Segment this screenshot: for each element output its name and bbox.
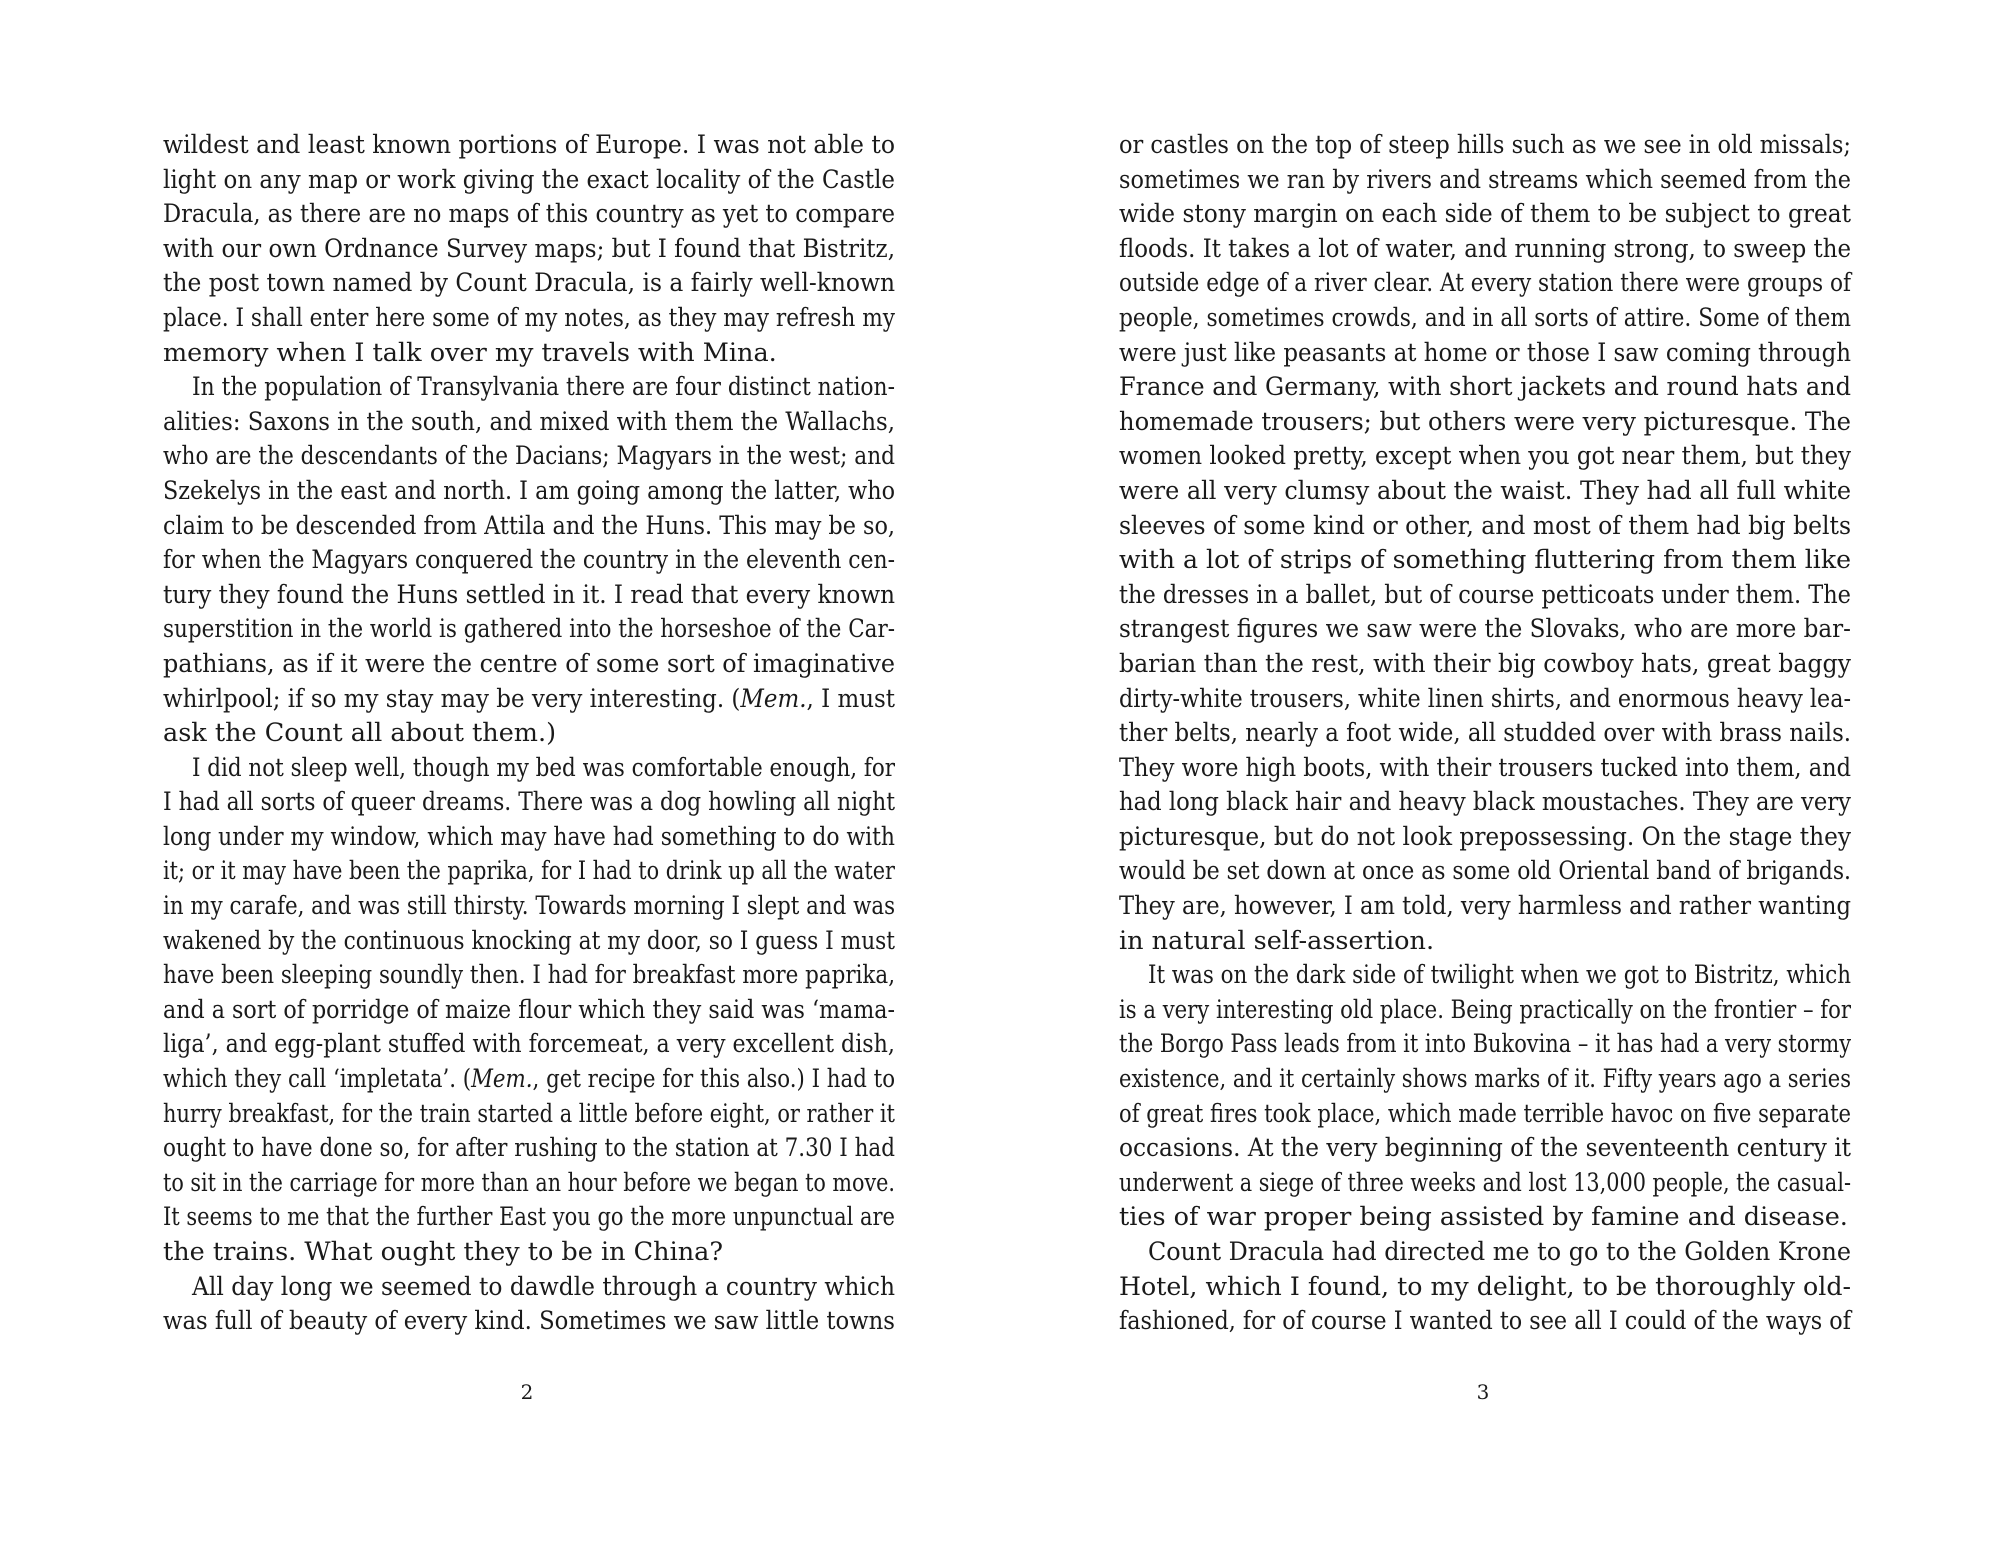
text-line-content: floods. It takes a lot of water, and running strong, to sweep the <box>1119 233 1852 264</box>
text-line <box>1119 993 1851 1028</box>
text-line <box>163 301 895 336</box>
text-line <box>1119 612 1851 647</box>
text-line-content: pathians, as if it were the centre of some sort of imaginative <box>163 648 895 679</box>
text-line-content: It was on the dark side of twilight when we got to Bistritz, which <box>1148 960 1851 991</box>
text-line-content: place. I shall enter here some of my notes, as they may refresh my <box>163 302 896 333</box>
text-line-content: Szekelys in the east and north. I am going among the latter, who <box>163 475 896 506</box>
text-line <box>1119 1097 1851 1132</box>
text-line <box>1119 924 1851 959</box>
text-line-content: All day long we seemed to dawdle through a country which <box>192 1271 895 1302</box>
text-line-content: long under my window, which may have had something to do with <box>163 821 895 852</box>
text-line-content: ties of war proper being assisted by famine and disease. <box>1119 1202 1848 1233</box>
text-line-content: sometimes we ran by rivers and streams which seemed from the <box>1119 164 1851 195</box>
text-line <box>163 993 895 1028</box>
text-line-content: ask the Count all about them.) <box>163 718 557 749</box>
text-line-content: the Borgo Pass leads from it into Bukovina – it has had a very stormy <box>1119 1029 1852 1060</box>
text-line <box>1119 1166 1851 1201</box>
text-line <box>163 543 895 578</box>
text-line <box>1119 439 1851 474</box>
text-line-content: who are the descendants of the Dacians; Magyars in the west; and <box>163 441 895 472</box>
text-line <box>1119 301 1851 336</box>
text-line-content: whirlpool; if so my stay may be very interesting. (Mem., I must <box>163 683 895 714</box>
text-line-content: I had all sorts of queer dreams. There was a dog howling all night <box>163 787 895 818</box>
text-line-content: strangest figures we saw were the Slovaks, who are more bar- <box>1119 614 1851 645</box>
right-page <box>1119 128 1851 1339</box>
text-line-content: outside edge of a river clear. At every station there were groups of <box>1119 268 1851 299</box>
text-line <box>163 1062 895 1097</box>
text-line <box>163 336 895 371</box>
text-line <box>163 197 895 232</box>
text-line <box>163 163 895 198</box>
text-line <box>163 474 895 509</box>
text-line <box>1119 163 1851 198</box>
text-line-content: wakened by the continuous knocking at my door, so I guess I must <box>163 925 896 956</box>
text-line <box>163 232 895 267</box>
text-line-content: In the population of Transylvania there are four distinct nation- <box>192 372 895 403</box>
text-line <box>163 1097 895 1132</box>
text-line-content: tury they found the Huns settled in it. I read that every known <box>163 579 896 610</box>
text-line <box>1119 751 1851 786</box>
text-line-content: France and Germany, with short jackets and round hats and <box>1119 372 1852 403</box>
text-line <box>163 509 895 544</box>
text-line-content: the trains. What ought they to be in China? <box>163 1237 724 1267</box>
text-line-content: homemade trousers; but others were very picturesque. The <box>1119 406 1852 437</box>
text-line <box>1119 682 1851 717</box>
text-line <box>1119 889 1851 924</box>
text-line-content: and a sort of porridge of maize flour which they said was ‘mama- <box>163 994 896 1025</box>
text-line-content: in natural self-assertion. <box>1119 925 1435 956</box>
text-line-content: were all very clumsy about the waist. They had all full white <box>1119 475 1852 506</box>
text-line <box>163 924 895 959</box>
text-line <box>163 820 895 855</box>
text-line-content: is a very interesting old place. Being practically on the frontier – for <box>1119 994 1851 1025</box>
text-line <box>163 958 895 993</box>
text-line <box>1119 128 1851 163</box>
text-line-content: women looked pretty, except when you got near them, but they <box>1119 441 1852 472</box>
text-line <box>163 370 895 405</box>
text-line-content: existence, and it certainly shows marks of it. Fifty years ago a series <box>1119 1064 1852 1095</box>
text-line-content: to sit in the carriage for more than an hour before we began to move. <box>163 1167 896 1198</box>
text-line-content: with a lot of strips of something fluttering from them like <box>1119 545 1852 576</box>
text-line-content: sleeves of some kind or other, and most of them had big belts <box>1119 510 1852 541</box>
text-line-content: which they call ‘impletata’. (Mem., get recipe for this also.) I had to <box>163 1064 896 1095</box>
left-page-number: 2 <box>520 1380 534 1404</box>
text-line <box>163 854 895 889</box>
text-line <box>1119 578 1851 613</box>
text-line-content: in my carafe, and was still thirsty. Towards morning I slept and was <box>163 891 896 922</box>
text-line <box>1119 820 1851 855</box>
text-line <box>163 889 895 924</box>
text-line-content: picturesque, but do not look prepossessing. On the stage they <box>1119 821 1852 852</box>
text-line-content: It seems to me that the further East you go the more unpunctual are <box>163 1202 895 1233</box>
text-line <box>1119 1131 1851 1166</box>
text-line <box>1119 509 1851 544</box>
text-line-content: of great fires took place, which made terrible havoc on five separate <box>1119 1098 1852 1129</box>
text-line <box>163 1235 895 1270</box>
text-line <box>163 128 895 163</box>
text-line-content: liga’, and egg-plant stuffed with forcemeat, a very excellent dish, <box>163 1029 895 1060</box>
text-line-content: They are, however, I am told, very harmless and rather wanting <box>1119 891 1851 922</box>
text-line-content: with our own Ordnance Survey maps; but I found that Bistritz, <box>163 233 896 264</box>
text-line <box>163 785 895 820</box>
text-line-content: ought to have done so, for after rushing to the station at 7.30 I had <box>163 1133 895 1164</box>
left-page-body <box>163 128 895 1339</box>
text-line <box>1119 785 1851 820</box>
text-line-content: have been sleeping soundly then. I had for breakfast more paprika, <box>163 960 896 991</box>
text-line-content: fashioned, for of course I wanted to see all I could of the ways of <box>1119 1306 1851 1337</box>
text-line <box>1119 232 1851 267</box>
text-line <box>163 612 895 647</box>
text-line-content: superstition in the world is gathered into the horseshoe of the Car- <box>163 614 896 645</box>
text-line <box>163 1166 895 1201</box>
text-line <box>163 578 895 613</box>
text-line-content: occasions. At the very beginning of the seventeenth century it <box>1119 1133 1852 1164</box>
text-line-content: for when the Magyars conquered the country in the eleventh cen- <box>163 545 896 576</box>
text-line <box>163 751 895 786</box>
left-page <box>163 128 895 1339</box>
text-line-content: the post town named by Count Dracula, is a fairly well-known <box>163 268 896 299</box>
text-line-content: had long black hair and heavy black moustaches. They are very <box>1119 787 1851 818</box>
text-line <box>163 405 895 440</box>
text-line-content: it; or it may have been the paprika, for I had to drink up all the water <box>163 856 895 887</box>
text-line <box>1119 1304 1851 1339</box>
text-line <box>1119 543 1851 578</box>
text-line-content: wildest and least known portions of Europe. I was not able to <box>163 130 896 160</box>
text-line <box>163 1200 895 1235</box>
right-page-number: 3 <box>1476 1380 1490 1404</box>
text-line-content: claim to be descended from Attila and the Huns. This may be so, <box>163 510 896 541</box>
text-line <box>1119 474 1851 509</box>
text-line-content: or castles on the top of steep hills such as we see in old missals; <box>1119 130 1852 160</box>
text-line-content: barian than the rest, with their big cowboy hats, great baggy <box>1119 648 1851 679</box>
text-line <box>163 1270 895 1305</box>
right-page-body <box>1119 128 1851 1339</box>
text-line-content: would be set down at once as some old Oriental band of brigands. <box>1119 856 1851 887</box>
text-line-content: people, sometimes crowds, and in all sorts of attire. Some of them <box>1119 302 1851 333</box>
text-line <box>1119 1270 1851 1305</box>
text-line <box>1119 266 1851 301</box>
text-line <box>1119 370 1851 405</box>
text-line <box>1119 405 1851 440</box>
text-line <box>163 682 895 717</box>
text-line-content: I did not sleep well, though my bed was comfortable enough, for <box>192 752 896 783</box>
text-line <box>163 1304 895 1339</box>
text-line-content: They wore high boots, with their trousers tucked into them, and <box>1119 752 1851 783</box>
text-line-content: were just like peasants at home or those I saw coming through <box>1119 337 1852 368</box>
text-line-content: hurry breakfast, for the train started a little before eight, or rather it <box>163 1098 895 1129</box>
text-line-content: underwent a siege of three weeks and lost 13,000 people, the casual- <box>1119 1167 1851 1198</box>
text-line-content: alities: Saxons in the south, and mixed with them the Wallachs, <box>163 406 895 437</box>
text-line <box>1119 197 1851 232</box>
text-line <box>1119 647 1851 682</box>
text-line-content: was full of beauty of every kind. Sometimes we saw little towns <box>163 1306 895 1337</box>
text-line <box>1119 1235 1851 1270</box>
text-line-content: Count Dracula had directed me to go to the Golden Krone <box>1148 1237 1852 1267</box>
text-line-content: wide stony margin on each side of them to be subject to great <box>1119 199 1852 230</box>
text-line <box>163 1027 895 1062</box>
text-line <box>1119 854 1851 889</box>
text-line <box>163 1131 895 1166</box>
text-line <box>1119 1062 1851 1097</box>
text-line <box>163 647 895 682</box>
text-line-content: memory when I talk over my travels with Mina. <box>163 337 777 368</box>
text-line <box>1119 958 1851 993</box>
text-line-content: light on any map or work giving the exact locality of the Castle <box>163 164 895 195</box>
text-line <box>163 716 895 751</box>
text-line-content: dirty-white trousers, white linen shirts, and enormous heavy lea- <box>1119 683 1852 714</box>
text-line <box>1119 716 1851 751</box>
text-line-content: Dracula, as there are no maps of this country as yet to compare <box>163 199 896 230</box>
text-line <box>163 266 895 301</box>
text-line <box>1119 1200 1851 1235</box>
text-line <box>1119 336 1851 371</box>
text-line <box>163 439 895 474</box>
text-line-content: Hotel, which I found, to my delight, to be thoroughly old- <box>1119 1271 1852 1302</box>
text-line <box>1119 1027 1851 1062</box>
text-line-content: ther belts, nearly a foot wide, all studded over with brass nails. <box>1119 718 1852 749</box>
text-line-content: the dresses in a ballet, but of course petticoats under them. The <box>1119 579 1851 610</box>
